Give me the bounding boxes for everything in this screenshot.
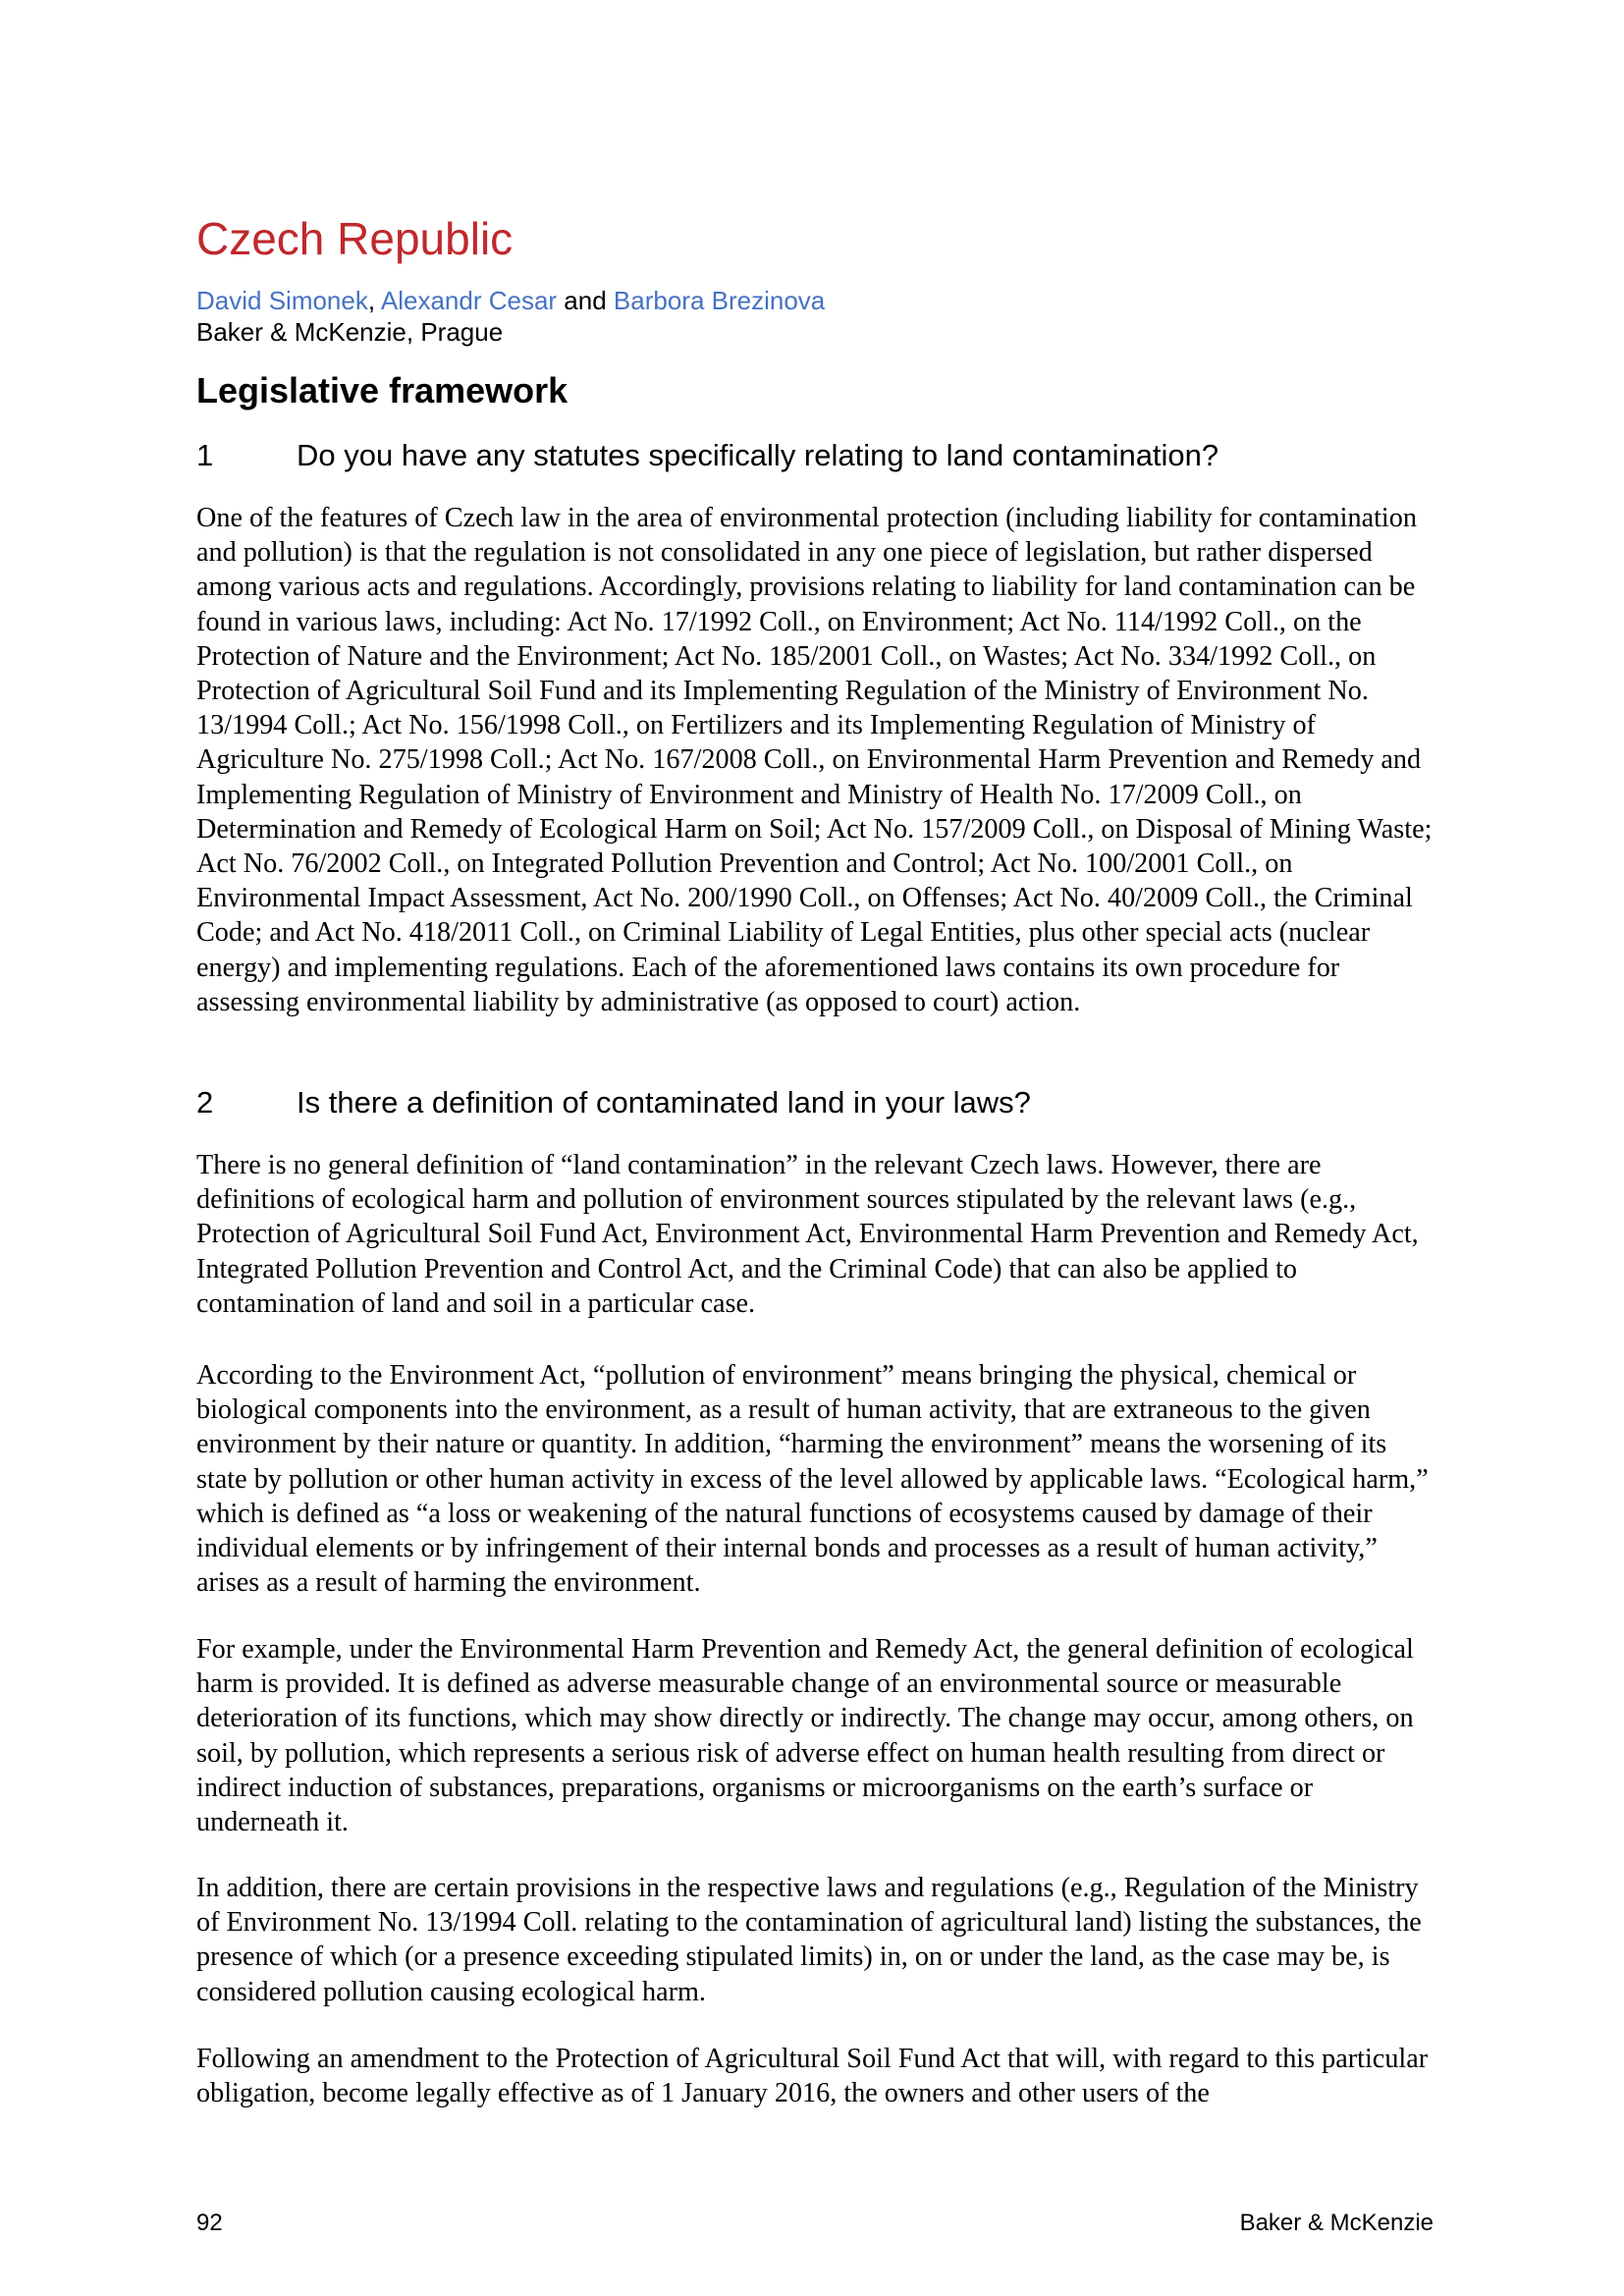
author-separator: , (367, 286, 381, 315)
question-text: Is there a definition of contaminated land in your laws? (297, 1085, 1031, 1120)
question-number: 1 (196, 438, 214, 472)
body-paragraph: Following an amendment to the Protection of Agricultural Soil Fund Act that will, with regard to this particular obligation, become legally effective as of 1 January 2016, the owners and other users of the (196, 2044, 1429, 2109)
body-paragraph: According to the Environment Act, “pollution of environment” means bringing the physical, chemical or biological components into the environment, as a result of human activity, that are extraneous to the given environment by their nature or quantity. In addition, “harming the environment” means the worsening of its state by pollution or other human activity in excess of the level allowed by applicable laws. “Ecological harm,” which is defined as “a loss or weakening of the natural functions of ecosystems caused by damage of their individual elements or by infringement of their internal bonds and processes as a result of human activity,” arises as a result of harming the environment. (196, 1360, 1429, 1599)
body-paragraph: For example, under the Environmental Harm Prevention and Remedy Act, the general definition of ecological harm is provided. It is defined as adverse measurable change of an environmental source or measurable deterioration of its functions, which may show directly or indirectly. The change may occur, among others, on soil, by pollution, which represents a serious risk of adverse effect on human health resulting from direct or indirect induction of substances, preparations, organisms or microorganisms on the earth’s surface or underneath it. (196, 1634, 1414, 1838)
question-number: 2 (196, 1085, 214, 1120)
author-line (196, 285, 825, 316)
body-paragraph: There is no general definition of “land contamination” in the relevant Czech laws. However, there are definitions of ecological harm and pollution of environment sources stipulated by the relevant laws (e.g., Protection of Agricultural Soil Fund Act, Environment Act, Environmental Harm Prevention and Remedy Act, Integrated Pollution Prevention and Control Act, and the Criminal Code) that can also be applied to contamination of land and soil in a particular case. (196, 1150, 1419, 1319)
author-separator: and (557, 286, 614, 315)
question-heading (196, 1083, 1031, 1122)
question-text: Do you have any statutes specifically relating to land contamination? (297, 438, 1219, 472)
footer-firm: Baker & McKenzie (1239, 2210, 1434, 2236)
firm-affiliation: Baker & McKenzie, Prague (196, 317, 504, 347)
question-heading (196, 436, 1218, 475)
body-paragraph: One of the features of Czech law in the area of environmental protection (including liability for contamination and pollution) is that the regulation is not consolidated in any one piece of legislation, but rather dispersed among various acts and regulations. Accordingly, provisions relating to liability for land contamination can be found in various laws, including: Act No. 17/1992 Coll., on Environment; Act No. 114/1992 Coll., on the Protection of Nature and the Environment; Act No. 185/2001 Coll., on Wastes; Act No. 334/1992 Coll., on Protection of Agricultural Soil Fund and its Implementing Regulation of the Ministry of Environment No. 13/1994 Coll.; Act No. 156/1998 Coll., on Fertilizers and its Implementing Regulation of Ministry of Agriculture No. 275/1998 Coll.; Act No. 167/2008 Coll., on Environmental Harm Prevention and Remedy and Implementing Regulation of Ministry of Environment and Ministry of Health No. 17/2009 Coll., on Determination and Remedy of Ecological Harm on Soil; Act No. 157/2009 Coll., on Disposal of Mining Waste; Act No. 76/2002 Coll., on Integrated Pollution Prevention and Control; Act No. 100/2001 Coll., on Environmental Impact Assessment, Act No. 200/1990 Coll., on Offenses; Act No. 40/2009 Coll., the Criminal Code; and Act No. 418/2011 Coll., on Criminal Liability of Legal Entities, plus other special acts (nuclear energy) and implementing regulations. Each of the aforementioned laws contains its own procedure for assessing environmental liability by administrative (as opposed to court) action. (196, 503, 1433, 1017)
body-paragraph: In addition, there are certain provisions in the respective laws and regulations (e.g., Regulation of the Ministry of Environment No. 13/1994 Coll. relating to the contamination of agricultural land) listing the substances, the presence of which (or a presence exceeding stipulated limits) in, on or under the land, as the case may be, is considered pollution causing ecological harm. (196, 1873, 1422, 2007)
page-number: 92 (196, 2210, 223, 2236)
page-title: Czech Republic (196, 213, 514, 264)
author-name: Barbora Brezinova (613, 286, 826, 315)
author-name: David Simonek (196, 286, 368, 315)
author-name: Alexandr Cesar (380, 286, 558, 315)
section-heading: Legislative framework (196, 370, 568, 410)
